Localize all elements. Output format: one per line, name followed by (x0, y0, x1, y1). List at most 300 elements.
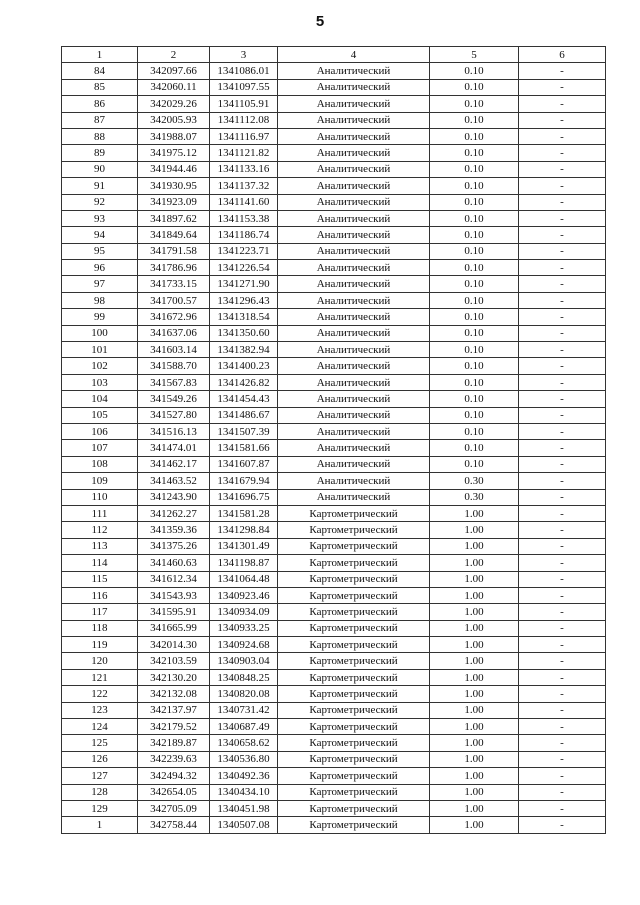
y-coordinate-cell: 1341112.08 (210, 112, 278, 128)
method-cell: Картометрический (278, 538, 430, 554)
x-coordinate-cell: 341375.26 (138, 538, 210, 554)
table-row (62, 260, 606, 276)
table-row (62, 342, 606, 358)
x-coordinate-cell: 342179.52 (138, 719, 210, 735)
note-cell: - (519, 342, 606, 358)
table-row (62, 63, 606, 79)
x-coordinate-cell: 342189.87 (138, 735, 210, 751)
point-number-cell: 97 (62, 276, 138, 292)
method-cell: Аналитический (278, 128, 430, 144)
point-number-cell: 121 (62, 669, 138, 685)
method-cell: Картометрический (278, 735, 430, 751)
column-header-4: 4 (278, 47, 430, 63)
accuracy-cell: 0.10 (430, 391, 519, 407)
x-coordinate-cell: 341612.34 (138, 571, 210, 587)
point-number-cell: 93 (62, 210, 138, 226)
table-row (62, 637, 606, 653)
method-cell: Аналитический (278, 309, 430, 325)
table-row (62, 227, 606, 243)
accuracy-cell: 0.10 (430, 440, 519, 456)
accuracy-cell: 0.10 (430, 456, 519, 472)
method-cell: Аналитический (278, 391, 430, 407)
point-number-cell: 113 (62, 538, 138, 554)
x-coordinate-cell: 341700.57 (138, 292, 210, 308)
note-cell: - (519, 178, 606, 194)
y-coordinate-cell: 1341486.67 (210, 407, 278, 423)
x-coordinate-cell: 342239.63 (138, 751, 210, 767)
y-coordinate-cell: 1340731.42 (210, 702, 278, 718)
table-row (62, 522, 606, 538)
point-number-cell: 127 (62, 768, 138, 784)
table-row (62, 161, 606, 177)
note-cell: - (519, 145, 606, 161)
note-cell: - (519, 555, 606, 571)
table-row (62, 800, 606, 816)
note-cell: - (519, 292, 606, 308)
accuracy-cell: 1.00 (430, 571, 519, 587)
x-coordinate-cell: 341944.46 (138, 161, 210, 177)
y-coordinate-cell: 1341105.91 (210, 96, 278, 112)
table-row (62, 440, 606, 456)
y-coordinate-cell: 1341318.54 (210, 309, 278, 325)
note-cell: - (519, 112, 606, 128)
note-cell: - (519, 276, 606, 292)
table-row (62, 128, 606, 144)
x-coordinate-cell: 341733.15 (138, 276, 210, 292)
table-row (62, 587, 606, 603)
x-coordinate-cell: 342097.66 (138, 63, 210, 79)
x-coordinate-cell: 341665.99 (138, 620, 210, 636)
y-coordinate-cell: 1341141.60 (210, 194, 278, 210)
point-number-cell: 90 (62, 161, 138, 177)
note-cell: - (519, 227, 606, 243)
y-coordinate-cell: 1341226.54 (210, 260, 278, 276)
table-row (62, 276, 606, 292)
method-cell: Аналитический (278, 423, 430, 439)
table-row (62, 292, 606, 308)
note-cell: - (519, 391, 606, 407)
note-cell: - (519, 587, 606, 603)
y-coordinate-cell: 1341296.43 (210, 292, 278, 308)
y-coordinate-cell: 1341116.97 (210, 128, 278, 144)
note-cell: - (519, 800, 606, 816)
y-coordinate-cell: 1340934.09 (210, 604, 278, 620)
method-cell: Аналитический (278, 473, 430, 489)
x-coordinate-cell: 341549.26 (138, 391, 210, 407)
accuracy-cell: 0.10 (430, 210, 519, 226)
y-coordinate-cell: 1341382.94 (210, 342, 278, 358)
y-coordinate-cell: 1340451.98 (210, 800, 278, 816)
table-row (62, 358, 606, 374)
method-cell: Аналитический (278, 194, 430, 210)
x-coordinate-cell: 342103.59 (138, 653, 210, 669)
note-cell: - (519, 604, 606, 620)
table-row (62, 653, 606, 669)
accuracy-cell: 0.10 (430, 407, 519, 423)
point-number-cell: 125 (62, 735, 138, 751)
accuracy-cell: 0.10 (430, 358, 519, 374)
note-cell: - (519, 702, 606, 718)
method-cell: Аналитический (278, 374, 430, 390)
y-coordinate-cell: 1341271.90 (210, 276, 278, 292)
y-coordinate-cell: 1341679.94 (210, 473, 278, 489)
y-coordinate-cell: 1340658.62 (210, 735, 278, 751)
method-cell: Аналитический (278, 145, 430, 161)
method-cell: Картометрический (278, 784, 430, 800)
note-cell: - (519, 96, 606, 112)
table-row (62, 407, 606, 423)
point-number-cell: 98 (62, 292, 138, 308)
x-coordinate-cell: 341567.83 (138, 374, 210, 390)
accuracy-cell: 1.00 (430, 800, 519, 816)
note-cell: - (519, 735, 606, 751)
table-row (62, 96, 606, 112)
point-number-cell: 116 (62, 587, 138, 603)
accuracy-cell: 1.00 (430, 784, 519, 800)
note-cell: - (519, 620, 606, 636)
point-number-cell: 85 (62, 79, 138, 95)
x-coordinate-cell: 342705.09 (138, 800, 210, 816)
note-cell: - (519, 669, 606, 685)
accuracy-cell: 0.10 (430, 128, 519, 144)
x-coordinate-cell: 341359.36 (138, 522, 210, 538)
accuracy-cell: 1.00 (430, 686, 519, 702)
accuracy-cell: 1.00 (430, 751, 519, 767)
accuracy-cell: 1.00 (430, 719, 519, 735)
point-number-cell: 87 (62, 112, 138, 128)
x-coordinate-cell: 341672.96 (138, 309, 210, 325)
note-cell: - (519, 210, 606, 226)
point-number-cell: 111 (62, 505, 138, 521)
accuracy-cell: 1.00 (430, 587, 519, 603)
table-row (62, 604, 606, 620)
point-number-cell: 124 (62, 719, 138, 735)
table-row (62, 686, 606, 702)
method-cell: Картометрический (278, 768, 430, 784)
y-coordinate-cell: 1341133.16 (210, 161, 278, 177)
x-coordinate-cell: 342654.05 (138, 784, 210, 800)
accuracy-cell: 1.00 (430, 768, 519, 784)
note-cell: - (519, 505, 606, 521)
table-row (62, 210, 606, 226)
x-coordinate-cell: 342014.30 (138, 637, 210, 653)
accuracy-cell: 0.10 (430, 309, 519, 325)
accuracy-cell: 1.00 (430, 669, 519, 685)
method-cell: Аналитический (278, 407, 430, 423)
method-cell: Аналитический (278, 456, 430, 472)
method-cell: Картометрический (278, 669, 430, 685)
column-header-2: 2 (138, 47, 210, 63)
y-coordinate-cell: 1341426.82 (210, 374, 278, 390)
note-cell: - (519, 489, 606, 505)
x-coordinate-cell: 341243.90 (138, 489, 210, 505)
accuracy-cell: 1.00 (430, 604, 519, 620)
note-cell: - (519, 63, 606, 79)
x-coordinate-cell: 341527.80 (138, 407, 210, 423)
x-coordinate-cell: 341923.09 (138, 194, 210, 210)
point-number-cell: 100 (62, 325, 138, 341)
note-cell: - (519, 522, 606, 538)
x-coordinate-cell: 341595.91 (138, 604, 210, 620)
y-coordinate-cell: 1341153.38 (210, 210, 278, 226)
accuracy-cell: 1.00 (430, 522, 519, 538)
x-coordinate-cell: 341460.63 (138, 555, 210, 571)
point-number-cell: 107 (62, 440, 138, 456)
x-coordinate-cell: 341786.96 (138, 260, 210, 276)
method-cell: Аналитический (278, 260, 430, 276)
y-coordinate-cell: 1341696.75 (210, 489, 278, 505)
y-coordinate-cell: 1341350.60 (210, 325, 278, 341)
method-cell: Картометрический (278, 604, 430, 620)
column-header-5: 5 (430, 47, 519, 63)
point-number-cell: 101 (62, 342, 138, 358)
note-cell: - (519, 325, 606, 341)
accuracy-cell: 0.10 (430, 145, 519, 161)
y-coordinate-cell: 1340434.10 (210, 784, 278, 800)
table-row (62, 145, 606, 161)
note-cell: - (519, 407, 606, 423)
point-number-cell: 119 (62, 637, 138, 653)
accuracy-cell: 0.10 (430, 374, 519, 390)
point-number-cell: 95 (62, 243, 138, 259)
y-coordinate-cell: 1341097.55 (210, 79, 278, 95)
accuracy-cell: 0.10 (430, 276, 519, 292)
note-cell: - (519, 637, 606, 653)
point-number-cell: 102 (62, 358, 138, 374)
point-number-cell: 108 (62, 456, 138, 472)
x-coordinate-cell: 341516.13 (138, 423, 210, 439)
table-header-row (62, 47, 606, 63)
accuracy-cell: 0.10 (430, 96, 519, 112)
note-cell: - (519, 571, 606, 587)
column-header-6: 6 (519, 47, 606, 63)
y-coordinate-cell: 1341607.87 (210, 456, 278, 472)
y-coordinate-cell: 1340507.08 (210, 817, 278, 833)
method-cell: Аналитический (278, 292, 430, 308)
table-row (62, 194, 606, 210)
method-cell: Аналитический (278, 96, 430, 112)
x-coordinate-cell: 341791.58 (138, 243, 210, 259)
point-number-cell: 120 (62, 653, 138, 669)
point-number-cell: 103 (62, 374, 138, 390)
method-cell: Картометрический (278, 571, 430, 587)
point-number-cell: 1 (62, 817, 138, 833)
y-coordinate-cell: 1340687.49 (210, 719, 278, 735)
x-coordinate-cell: 342137.97 (138, 702, 210, 718)
y-coordinate-cell: 1341301.49 (210, 538, 278, 554)
accuracy-cell: 1.00 (430, 653, 519, 669)
x-coordinate-cell: 341603.14 (138, 342, 210, 358)
point-number-cell: 92 (62, 194, 138, 210)
table-row (62, 473, 606, 489)
y-coordinate-cell: 1341223.71 (210, 243, 278, 259)
x-coordinate-cell: 342758.44 (138, 817, 210, 833)
x-coordinate-cell: 341930.95 (138, 178, 210, 194)
method-cell: Картометрический (278, 505, 430, 521)
y-coordinate-cell: 1341064.48 (210, 571, 278, 587)
y-coordinate-cell: 1340820.08 (210, 686, 278, 702)
note-cell: - (519, 784, 606, 800)
table-row (62, 505, 606, 521)
method-cell: Картометрический (278, 653, 430, 669)
table-row (62, 178, 606, 194)
x-coordinate-cell: 342132.08 (138, 686, 210, 702)
accuracy-cell: 0.10 (430, 112, 519, 128)
method-cell: Аналитический (278, 276, 430, 292)
point-number-cell: 129 (62, 800, 138, 816)
table-row (62, 751, 606, 767)
point-number-cell: 112 (62, 522, 138, 538)
table-row (62, 489, 606, 505)
x-coordinate-cell: 341262.27 (138, 505, 210, 521)
accuracy-cell: 0.10 (430, 292, 519, 308)
y-coordinate-cell: 1341298.84 (210, 522, 278, 538)
x-coordinate-cell: 342029.26 (138, 96, 210, 112)
x-coordinate-cell: 341462.17 (138, 456, 210, 472)
point-number-cell: 105 (62, 407, 138, 423)
point-number-cell: 126 (62, 751, 138, 767)
accuracy-cell: 0.10 (430, 325, 519, 341)
column-header-1: 1 (62, 47, 138, 63)
table-row (62, 620, 606, 636)
table-row (62, 768, 606, 784)
note-cell: - (519, 456, 606, 472)
y-coordinate-cell: 1340903.04 (210, 653, 278, 669)
note-cell: - (519, 128, 606, 144)
table-row (62, 456, 606, 472)
x-coordinate-cell: 342130.20 (138, 669, 210, 685)
method-cell: Аналитический (278, 342, 430, 358)
accuracy-cell: 0.10 (430, 227, 519, 243)
y-coordinate-cell: 1341121.82 (210, 145, 278, 161)
page-number: 5 (315, 13, 325, 30)
point-number-cell: 91 (62, 178, 138, 194)
note-cell: - (519, 79, 606, 95)
table-row (62, 817, 606, 833)
method-cell: Аналитический (278, 243, 430, 259)
x-coordinate-cell: 342005.93 (138, 112, 210, 128)
y-coordinate-cell: 1341400.23 (210, 358, 278, 374)
table-row (62, 325, 606, 341)
x-coordinate-cell: 342060.11 (138, 79, 210, 95)
accuracy-cell: 1.00 (430, 637, 519, 653)
accuracy-cell: 0.30 (430, 473, 519, 489)
y-coordinate-cell: 1340492.36 (210, 768, 278, 784)
accuracy-cell: 0.10 (430, 342, 519, 358)
coordinates-table (61, 46, 606, 834)
table-row (62, 391, 606, 407)
method-cell: Картометрический (278, 702, 430, 718)
method-cell: Аналитический (278, 63, 430, 79)
note-cell: - (519, 719, 606, 735)
method-cell: Аналитический (278, 178, 430, 194)
note-cell: - (519, 260, 606, 276)
point-number-cell: 99 (62, 309, 138, 325)
table-row (62, 669, 606, 685)
y-coordinate-cell: 1340924.68 (210, 637, 278, 653)
x-coordinate-cell: 341543.93 (138, 587, 210, 603)
point-number-cell: 109 (62, 473, 138, 489)
point-number-cell: 88 (62, 128, 138, 144)
table-row (62, 423, 606, 439)
y-coordinate-cell: 1341186.74 (210, 227, 278, 243)
method-cell: Картометрический (278, 587, 430, 603)
accuracy-cell: 1.00 (430, 735, 519, 751)
table-row (62, 702, 606, 718)
y-coordinate-cell: 1341198.87 (210, 555, 278, 571)
method-cell: Аналитический (278, 210, 430, 226)
method-cell: Картометрический (278, 686, 430, 702)
table-row (62, 784, 606, 800)
y-coordinate-cell: 1341454.43 (210, 391, 278, 407)
point-number-cell: 115 (62, 571, 138, 587)
method-cell: Картометрический (278, 620, 430, 636)
point-number-cell: 96 (62, 260, 138, 276)
note-cell: - (519, 161, 606, 177)
note-cell: - (519, 817, 606, 833)
x-coordinate-cell: 341975.12 (138, 145, 210, 161)
y-coordinate-cell: 1340933.25 (210, 620, 278, 636)
point-number-cell: 118 (62, 620, 138, 636)
accuracy-cell: 0.10 (430, 423, 519, 439)
accuracy-cell: 0.10 (430, 63, 519, 79)
y-coordinate-cell: 1341086.01 (210, 63, 278, 79)
note-cell: - (519, 686, 606, 702)
table-row (62, 571, 606, 587)
y-coordinate-cell: 1340848.25 (210, 669, 278, 685)
accuracy-cell: 0.10 (430, 178, 519, 194)
method-cell: Аналитический (278, 358, 430, 374)
accuracy-cell: 0.10 (430, 194, 519, 210)
accuracy-cell: 0.10 (430, 79, 519, 95)
point-number-cell: 86 (62, 96, 138, 112)
point-number-cell: 84 (62, 63, 138, 79)
note-cell: - (519, 653, 606, 669)
point-number-cell: 89 (62, 145, 138, 161)
column-header-3: 3 (210, 47, 278, 63)
method-cell: Картометрический (278, 800, 430, 816)
point-number-cell: 122 (62, 686, 138, 702)
method-cell: Аналитический (278, 112, 430, 128)
y-coordinate-cell: 1341137.32 (210, 178, 278, 194)
note-cell: - (519, 374, 606, 390)
y-coordinate-cell: 1340923.46 (210, 587, 278, 603)
method-cell: Картометрический (278, 555, 430, 571)
accuracy-cell: 0.10 (430, 243, 519, 259)
accuracy-cell: 0.10 (430, 161, 519, 177)
y-coordinate-cell: 1341581.28 (210, 505, 278, 521)
table-row (62, 309, 606, 325)
table-row (62, 374, 606, 390)
x-coordinate-cell: 341849.64 (138, 227, 210, 243)
x-coordinate-cell: 341588.70 (138, 358, 210, 374)
table-row (62, 555, 606, 571)
point-number-cell: 104 (62, 391, 138, 407)
method-cell: Аналитический (278, 440, 430, 456)
point-number-cell: 114 (62, 555, 138, 571)
note-cell: - (519, 768, 606, 784)
accuracy-cell: 1.00 (430, 555, 519, 571)
x-coordinate-cell: 341463.52 (138, 473, 210, 489)
x-coordinate-cell: 341988.07 (138, 128, 210, 144)
point-number-cell: 94 (62, 227, 138, 243)
table-row (62, 719, 606, 735)
method-cell: Аналитический (278, 227, 430, 243)
accuracy-cell: 1.00 (430, 538, 519, 554)
point-number-cell: 106 (62, 423, 138, 439)
x-coordinate-cell: 341474.01 (138, 440, 210, 456)
method-cell: Аналитический (278, 325, 430, 341)
